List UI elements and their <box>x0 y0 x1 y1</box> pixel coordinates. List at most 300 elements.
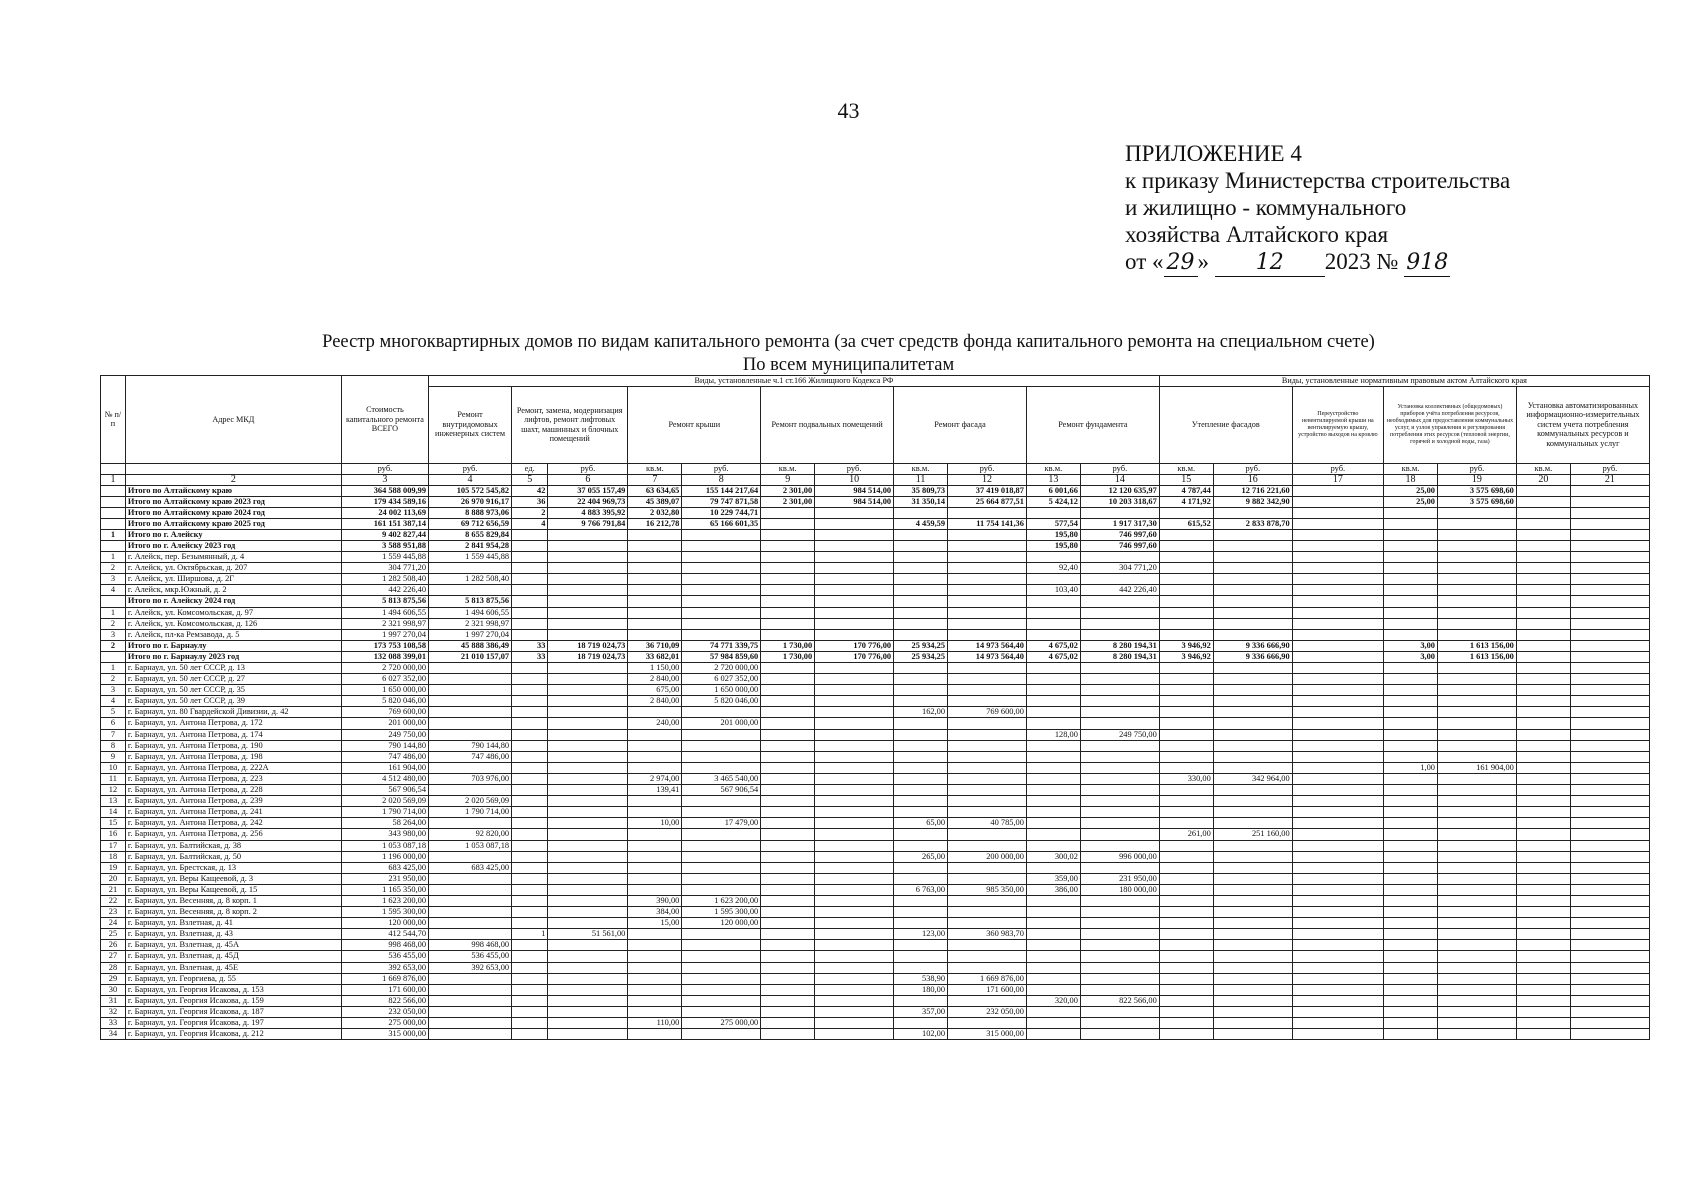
table-cell <box>1159 984 1213 995</box>
header-roof-conversion: Переустройство невентилируемой крыши на вентилируемую крышу, устройство выходов на кровлю <box>1292 386 1383 463</box>
table-cell: 37 055 157,49 <box>548 485 628 496</box>
table-cell <box>1159 973 1213 984</box>
table-cell <box>948 807 1027 818</box>
table-cell <box>1213 607 1292 618</box>
table-cell <box>1213 995 1292 1006</box>
table-cell <box>1159 818 1213 829</box>
table-cell <box>429 884 512 895</box>
table-cell <box>1292 574 1383 585</box>
table-cell <box>1026 607 1080 618</box>
table-cell <box>628 529 682 540</box>
table-cell: 1 494 606,55 <box>429 607 512 618</box>
table-cell <box>1080 751 1159 762</box>
row-number: 2 <box>101 618 126 629</box>
table-cell <box>1384 529 1438 540</box>
table-cell <box>1516 507 1570 518</box>
table-cell <box>815 596 894 607</box>
table-cell <box>1026 984 1080 995</box>
table-cell <box>1516 1006 1570 1017</box>
table-cell <box>682 618 761 629</box>
table-row <box>101 962 1650 973</box>
table-cell <box>512 740 548 751</box>
table-cell: 2 301,00 <box>761 496 815 507</box>
appendix-line-3: хозяйства Алтайского края <box>1125 222 1389 247</box>
table-cell <box>1159 929 1213 940</box>
table-cell <box>1213 873 1292 884</box>
table-cell <box>1570 773 1649 784</box>
table-cell <box>1080 740 1159 751</box>
table-cell <box>1080 773 1159 784</box>
table-cell: 36 710,09 <box>628 640 682 651</box>
table-cell <box>948 574 1027 585</box>
table-cell <box>761 574 815 585</box>
table-cell <box>894 829 948 840</box>
row-number: 1 <box>101 529 126 540</box>
table-cell <box>1437 1018 1516 1029</box>
table-cell <box>682 607 761 618</box>
table-cell: 822 566,00 <box>1080 995 1159 1006</box>
table-cell <box>628 973 682 984</box>
table-cell <box>1026 663 1080 674</box>
table-cell <box>1213 940 1292 951</box>
table-cell: 330,00 <box>1159 773 1213 784</box>
table-cell: 747 486,00 <box>341 751 428 762</box>
table-cell <box>1292 552 1383 563</box>
table-cell <box>1384 884 1438 895</box>
table-cell <box>894 962 948 973</box>
table-cell <box>1570 829 1649 840</box>
table-cell <box>1213 962 1292 973</box>
table-cell: 9 336 666,90 <box>1213 651 1292 662</box>
table-cell <box>1570 962 1649 973</box>
table-cell <box>512 751 548 762</box>
table-cell: 25 934,25 <box>894 651 948 662</box>
table-cell <box>429 696 512 707</box>
table-cell: 12 716 221,60 <box>1213 485 1292 496</box>
table-row <box>101 984 1650 995</box>
table-cell <box>1516 929 1570 940</box>
row-number: 30 <box>101 984 126 995</box>
table-cell <box>761 762 815 773</box>
date-prefix: от « <box>1125 249 1164 274</box>
table-cell <box>948 951 1027 962</box>
table-row <box>101 751 1650 762</box>
table-cell <box>1080 785 1159 796</box>
table-cell <box>948 773 1027 784</box>
table-cell <box>1570 540 1649 551</box>
table-row <box>101 895 1650 906</box>
table-cell: 342 964,00 <box>1213 773 1292 784</box>
unit-cell: кв.м. <box>1516 463 1570 474</box>
table-cell <box>1437 696 1516 707</box>
table-cell <box>1384 729 1438 740</box>
column-number: 4 <box>429 474 512 485</box>
table-cell <box>1384 596 1438 607</box>
row-number: 4 <box>101 585 126 596</box>
unit-empty <box>101 463 126 474</box>
table-cell <box>1516 918 1570 929</box>
table-cell: 2 841 954,28 <box>429 540 512 551</box>
table-cell <box>1080 552 1159 563</box>
table-cell: 3,00 <box>1384 640 1438 651</box>
table-cell: 79 747 871,58 <box>682 496 761 507</box>
table-cell: 2 720 000,00 <box>341 663 428 674</box>
table-cell <box>948 1018 1027 1029</box>
table-cell <box>1159 1018 1213 1029</box>
table-cell <box>1080 618 1159 629</box>
table-total-row <box>101 529 1650 540</box>
table-cell <box>1026 707 1080 718</box>
table-cell <box>815 962 894 973</box>
table-cell <box>948 540 1027 551</box>
table-row <box>101 929 1650 940</box>
row-address: г. Алейск, ул. Комсомольская, д. 97 <box>125 607 341 618</box>
table-cell <box>512 674 548 685</box>
table-cell <box>429 1029 512 1040</box>
table-cell <box>1570 729 1649 740</box>
table-cell <box>1384 751 1438 762</box>
table-cell: 4 <box>512 518 548 529</box>
table-cell <box>761 1029 815 1040</box>
table-cell <box>1516 851 1570 862</box>
table-cell <box>815 685 894 696</box>
table-cell <box>1292 1029 1383 1040</box>
table-cell: 170 776,00 <box>815 651 894 662</box>
table-cell <box>1026 807 1080 818</box>
table-cell <box>1159 751 1213 762</box>
table-cell <box>1570 485 1649 496</box>
table-cell <box>682 973 761 984</box>
table-cell <box>512 540 548 551</box>
table-cell: 2 840,00 <box>628 696 682 707</box>
table-cell <box>1026 962 1080 973</box>
table-cell <box>815 862 894 873</box>
table-cell: 57 984 859,60 <box>682 651 761 662</box>
table-cell <box>815 540 894 551</box>
table-cell <box>1026 674 1080 685</box>
table-cell <box>682 984 761 995</box>
table-cell <box>512 862 548 873</box>
table-cell <box>1292 984 1383 995</box>
table-cell <box>682 762 761 773</box>
table-cell: 442 226,40 <box>341 585 428 596</box>
row-number: 4 <box>101 696 126 707</box>
table-cell: 180 000,00 <box>1080 884 1159 895</box>
table-cell <box>512 840 548 851</box>
table-cell <box>761 696 815 707</box>
unit-cell: руб. <box>948 463 1027 474</box>
table-cell <box>628 807 682 818</box>
table-cell <box>1516 907 1570 918</box>
table-cell: 179 434 589,16 <box>341 496 428 507</box>
table-cell <box>548 529 628 540</box>
table-cell <box>512 1006 548 1017</box>
table-cell: 249 750,00 <box>341 729 428 740</box>
table-cell <box>761 729 815 740</box>
table-cell <box>815 907 894 918</box>
table-cell: 3 946,92 <box>1159 640 1213 651</box>
table-cell <box>1213 563 1292 574</box>
table-cell: 6 763,00 <box>894 884 948 895</box>
table-cell <box>1570 618 1649 629</box>
table-cell <box>512 818 548 829</box>
table-cell: 1 559 445,88 <box>341 552 428 563</box>
table-cell <box>815 940 894 951</box>
table-cell <box>1437 884 1516 895</box>
table-cell <box>548 585 628 596</box>
table-cell <box>1292 563 1383 574</box>
header-address: Адрес МКД <box>125 376 341 464</box>
table-cell <box>761 851 815 862</box>
table-row <box>101 1029 1650 1040</box>
table-cell <box>1437 629 1516 640</box>
row-address: г. Барнаул, ул. Веры Кащеевой, д. 3 <box>125 873 341 884</box>
table-cell: 231 950,00 <box>341 873 428 884</box>
table-cell <box>1026 840 1080 851</box>
column-number: 7 <box>628 474 682 485</box>
table-cell <box>1159 807 1213 818</box>
row-number: 2 <box>101 674 126 685</box>
table-cell <box>548 740 628 751</box>
table-cell: 1 196 000,00 <box>341 851 428 862</box>
table-cell <box>815 773 894 784</box>
table-cell <box>1516 951 1570 962</box>
unit-cell: кв.м. <box>1384 463 1438 474</box>
table-cell <box>894 773 948 784</box>
table-cell <box>1026 773 1080 784</box>
table-cell <box>1213 552 1292 563</box>
table-cell <box>1026 574 1080 585</box>
table-cell <box>682 574 761 585</box>
row-number <box>101 651 126 662</box>
table-cell <box>512 851 548 862</box>
table-cell: 120 000,00 <box>341 918 428 929</box>
table-cell <box>512 762 548 773</box>
table-cell <box>512 552 548 563</box>
table-cell: 45 888 386,49 <box>429 640 512 651</box>
table-cell <box>1080 829 1159 840</box>
row-number: 9 <box>101 751 126 762</box>
table-cell <box>815 951 894 962</box>
table-cell <box>1159 574 1213 585</box>
table-cell <box>1570 807 1649 818</box>
header-insulation: Утепление фасадов <box>1159 386 1292 463</box>
table-cell <box>1570 696 1649 707</box>
table-cell: 4 883 395,92 <box>548 507 628 518</box>
row-number <box>101 507 126 518</box>
row-address: г. Барнаул, ул. Георгия Исакова, д. 197 <box>125 1018 341 1029</box>
table-cell <box>1437 574 1516 585</box>
table-cell <box>1384 1018 1438 1029</box>
table-body <box>101 485 1650 1040</box>
table-cell <box>1159 907 1213 918</box>
table-cell <box>1570 651 1649 662</box>
table-cell <box>1384 851 1438 862</box>
row-number: 7 <box>101 729 126 740</box>
table-cell <box>1026 1029 1080 1040</box>
row-address: г. Барнаул, ул. Антона Петрова, д. 174 <box>125 729 341 740</box>
table-cell: 37 419 018,87 <box>948 485 1027 496</box>
table-cell <box>1292 762 1383 773</box>
table-cell <box>1159 585 1213 596</box>
table-cell <box>1437 940 1516 951</box>
header-lifts: Ремонт, замена, модернизация лифтов, ремонт лифтовых шахт, машинных и блочных помещений <box>512 386 628 463</box>
table-cell <box>1570 663 1649 674</box>
table-cell: 6 001,66 <box>1026 485 1080 496</box>
table-cell <box>1080 1029 1159 1040</box>
table-cell <box>894 862 948 873</box>
table-cell <box>628 596 682 607</box>
table-cell <box>682 729 761 740</box>
table-cell <box>1213 929 1292 940</box>
table-cell <box>948 585 1027 596</box>
table-cell <box>894 1018 948 1029</box>
table-cell <box>815 918 894 929</box>
table-cell <box>948 918 1027 929</box>
table-cell: 577,54 <box>1026 518 1080 529</box>
table-cell <box>1570 718 1649 729</box>
row-address: г. Барнаул, ул. 50 лет СССР, д. 39 <box>125 696 341 707</box>
table-cell <box>1437 585 1516 596</box>
table-cell: 2 <box>512 507 548 518</box>
table-cell: 171 600,00 <box>341 984 428 995</box>
table-cell <box>1292 674 1383 685</box>
table-cell <box>894 540 948 551</box>
table-cell: 25,00 <box>1384 485 1438 496</box>
table-cell <box>1437 618 1516 629</box>
table-cell <box>1026 740 1080 751</box>
register-table <box>100 375 1650 1040</box>
table-cell <box>894 951 948 962</box>
table-cell <box>512 607 548 618</box>
table-cell: 536 455,00 <box>341 951 428 962</box>
table-cell <box>815 718 894 729</box>
table-total-row <box>101 507 1650 518</box>
table-cell: 412 544,70 <box>341 929 428 940</box>
table-cell <box>1159 507 1213 518</box>
row-address: г. Барнаул, ул. 50 лет СССР, д. 27 <box>125 674 341 685</box>
row-number: 8 <box>101 740 126 751</box>
table-cell <box>1384 663 1438 674</box>
unit-cell: руб. <box>682 463 761 474</box>
table-cell <box>1516 552 1570 563</box>
table-cell <box>1437 529 1516 540</box>
table-cell: 1,00 <box>1384 762 1438 773</box>
table-cell <box>1384 1006 1438 1017</box>
table-cell: 9 882 342,90 <box>1213 496 1292 507</box>
table-cell: 65,00 <box>894 818 948 829</box>
column-number: 15 <box>1159 474 1213 485</box>
table-cell <box>1570 951 1649 962</box>
table-cell: 386,00 <box>1026 884 1080 895</box>
table-cell <box>1159 918 1213 929</box>
table-cell: 128,00 <box>1026 729 1080 740</box>
table-cell <box>512 585 548 596</box>
table-cell <box>1570 529 1649 540</box>
table-cell <box>1159 785 1213 796</box>
table-cell <box>1292 685 1383 696</box>
table-cell: 2 032,80 <box>628 507 682 518</box>
table-cell <box>1570 585 1649 596</box>
table-cell <box>628 995 682 1006</box>
row-number: 1 <box>101 552 126 563</box>
table-cell <box>1384 829 1438 840</box>
table-cell <box>512 729 548 740</box>
table-cell <box>1292 884 1383 895</box>
table-cell <box>761 540 815 551</box>
table-cell <box>1384 707 1438 718</box>
table-cell: 92,40 <box>1026 563 1080 574</box>
table-cell <box>761 618 815 629</box>
table-cell <box>1384 873 1438 884</box>
table-cell: 162,00 <box>894 707 948 718</box>
row-number: 25 <box>101 929 126 940</box>
table-total-row <box>101 540 1650 551</box>
table-row <box>101 851 1650 862</box>
table-cell <box>761 740 815 751</box>
table-cell: 4 459,59 <box>894 518 948 529</box>
table-cell <box>512 995 548 1006</box>
table-cell <box>1026 751 1080 762</box>
table-cell <box>948 552 1027 563</box>
table-cell: 1 790 714,00 <box>429 807 512 818</box>
table-row <box>101 818 1650 829</box>
table-cell <box>1516 585 1570 596</box>
row-number: 11 <box>101 773 126 784</box>
table-cell: 24 002 113,69 <box>341 507 428 518</box>
table-cell <box>894 762 948 773</box>
table-cell <box>815 807 894 818</box>
table-cell <box>1292 485 1383 496</box>
table-cell <box>1292 518 1383 529</box>
table-cell <box>1159 696 1213 707</box>
table-cell: 315 000,00 <box>948 1029 1027 1040</box>
table-cell <box>1292 829 1383 840</box>
table-cell <box>815 851 894 862</box>
table-cell <box>1080 663 1159 674</box>
table-cell <box>548 762 628 773</box>
table-cell <box>1384 807 1438 818</box>
table-cell <box>1516 1018 1570 1029</box>
row-address: г. Алейск, ул. Комсомольская, д. 126 <box>125 618 341 629</box>
table-cell <box>1026 1006 1080 1017</box>
table-cell <box>512 807 548 818</box>
table-cell: 2 020 569,09 <box>341 796 428 807</box>
table-cell <box>948 940 1027 951</box>
table-cell <box>429 873 512 884</box>
table-cell <box>429 918 512 929</box>
table-cell <box>1213 685 1292 696</box>
table-cell: 746 997,60 <box>1080 529 1159 540</box>
table-cell <box>1437 862 1516 873</box>
table-cell <box>1026 507 1080 518</box>
table-cell <box>1292 496 1383 507</box>
table-cell: 1 623 200,00 <box>341 895 428 906</box>
table-cell <box>628 940 682 951</box>
table-cell <box>682 951 761 962</box>
header-internal: Ремонт внутридомовых инженерных систем <box>429 386 512 463</box>
table-cell <box>1570 751 1649 762</box>
table-cell <box>1292 718 1383 729</box>
group-header-regional: Виды, установленные нормативным правовым актом Алтайского края <box>1159 376 1649 387</box>
table-cell <box>628 1029 682 1040</box>
table-cell <box>948 563 1027 574</box>
table-cell <box>1516 796 1570 807</box>
table-cell <box>1213 807 1292 818</box>
table-cell <box>1516 707 1570 718</box>
date-month: 12 <box>1215 249 1325 277</box>
row-number <box>101 485 126 496</box>
